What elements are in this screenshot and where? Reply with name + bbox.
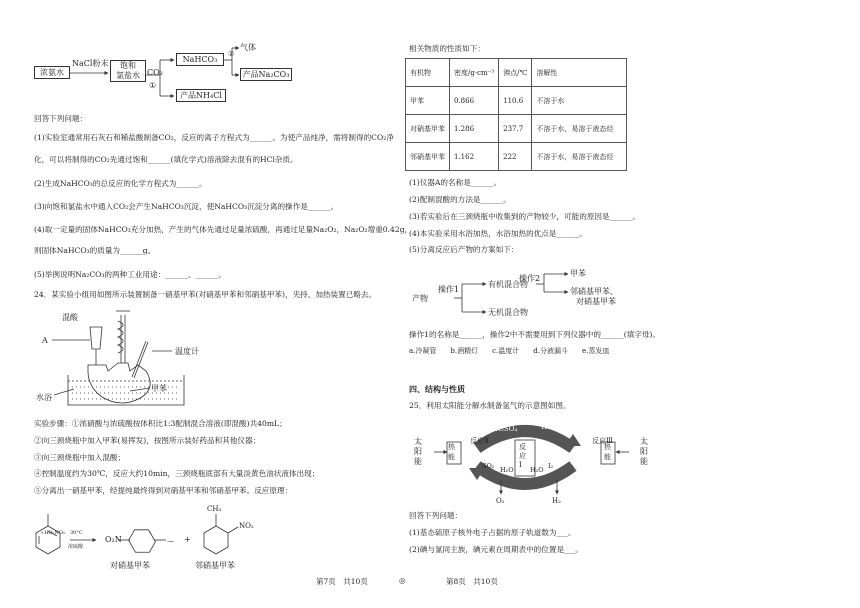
flow-box-nh4cl: 产品NH₄Cl bbox=[176, 89, 226, 102]
label-gas: 气体 bbox=[240, 43, 256, 52]
question-5: (5)举例说明Na₂CO₃的两种工业用途：______、______。 bbox=[34, 270, 226, 279]
flow-box-ammonia: 浓氨水 bbox=[34, 66, 70, 79]
flow2-inorganic: 无机混合物 bbox=[488, 308, 528, 317]
reaction-1-label: 反应Ⅰ bbox=[519, 443, 526, 469]
flow-box-brine: 饱和 氯盐水 bbox=[110, 60, 146, 82]
properties-table bbox=[405, 58, 627, 171]
flow-box-nahco3: NaHCO₃ bbox=[176, 53, 224, 66]
label-nacl: NaCl粉末 bbox=[72, 59, 109, 68]
step-1: 实验步骤：①浓硝酸与浓硫酸按体积比1:3配制混合溶液(即混酸)共40mL； bbox=[34, 419, 287, 428]
label-mixed-acid: 混酸 bbox=[62, 313, 78, 322]
apparatus-diagram bbox=[30, 305, 230, 415]
table-row bbox=[406, 87, 627, 115]
flow2-nitro-b: 对硝基甲苯 bbox=[576, 297, 616, 306]
table-cell: 邻硝基甲苯 bbox=[406, 143, 450, 171]
question-25: 25．利用太阳能分解水制备氢气的示意图如图。 bbox=[409, 401, 571, 410]
table-cell: 甲苯 bbox=[406, 87, 450, 115]
label-o2n: O₂N bbox=[105, 535, 122, 544]
question-1-line1: (1)实验室通常用石灰石和稀盐酸制备CO₂，反应的离子方程式为______。为使产品纯净，需将制得的CO₂净 bbox=[34, 133, 394, 142]
table-cell: 110.6 bbox=[499, 87, 532, 115]
reaction-plus: + bbox=[184, 535, 191, 544]
answer-intro-25: 回答下列问题： bbox=[409, 511, 463, 520]
label-ortho-ch3: CH₃ bbox=[207, 505, 222, 513]
solar-cycle-diagram bbox=[405, 418, 655, 508]
footer-left: 第7页 共10页 bbox=[316, 577, 368, 586]
flow2-start: 产物 bbox=[412, 294, 428, 303]
h2so4-label: H₂SO₄ bbox=[495, 425, 518, 433]
o2-label: O₂ bbox=[496, 497, 505, 505]
flow2-organic: 有机混合物 bbox=[488, 280, 528, 289]
right-question-5-choices: a.冷凝管 b.酒精灯 c.温度计 d.分液漏斗 e.蒸发皿 bbox=[409, 347, 610, 355]
svg-text:—: — bbox=[167, 537, 174, 545]
label-ortho-no2: NO₂ bbox=[239, 522, 254, 530]
right-question-5-ops: 操作1的名称是______，操作2中不需要用到下列仪器中的______(填字母)。 bbox=[409, 330, 660, 339]
table-cell: 0.866 bbox=[450, 87, 499, 115]
step-2: ②向三颈烧瓶中加入甲苯(易挥发)，按图所示装好药品和其他仪器； bbox=[34, 436, 261, 445]
answer-intro: 回答下列问题： bbox=[34, 114, 88, 123]
question-2: (2)生成NaHCO₃的总反应的化学方程式为______。 bbox=[34, 179, 207, 188]
product-para: 对硝基甲苯 bbox=[110, 561, 150, 570]
table-cell: 沸点/℃ bbox=[499, 59, 532, 87]
step-4: ④控制温度约为30℃，反应大约10min，三颈烧瓶底部有大量淡黄色油状液体出现； bbox=[34, 469, 320, 478]
table-cell: 不溶于水，易溶于液态烃 bbox=[532, 143, 627, 171]
label-step1: ① bbox=[149, 81, 157, 90]
h2o-label-b: H₂O bbox=[530, 466, 544, 474]
h2o-label-a: H₂O bbox=[500, 466, 514, 474]
question-4-line2: 则固体NaHCO₃的质量为______g。 bbox=[34, 246, 156, 255]
question-4-line1: (4)取一定量的固体NaHCO₃充分加热，产生的气体先通过足量浓硫酸，再通过足量Na₂O₂，Na₂O₂增重0.42g， bbox=[34, 225, 413, 234]
table-cell: 溶解性 bbox=[532, 59, 627, 87]
table-row bbox=[406, 143, 627, 171]
right-question-1: (1)仪器A的名称是______。 bbox=[409, 178, 502, 187]
reaction-structures bbox=[30, 500, 290, 570]
i2-label: I₂ bbox=[548, 462, 554, 470]
label-co2: CO₂ bbox=[147, 68, 163, 77]
table-cell: 222 bbox=[499, 143, 532, 171]
table-cell: 对硝基甲苯 bbox=[406, 115, 450, 143]
table-cell: 有机物 bbox=[406, 59, 450, 87]
question-25-2: (2)碘与氯同主族，碘元素在周期表中的位置是___。 bbox=[409, 545, 584, 554]
flow1-arrows bbox=[0, 0, 430, 110]
table-header-row bbox=[406, 59, 627, 87]
label-water-bath: 水浴 bbox=[36, 393, 52, 402]
table-cell: 237.7 bbox=[499, 115, 532, 143]
h2-label: H₂ bbox=[552, 497, 561, 505]
question-1-line2: 化，可以将制得的CO₂先通过饱和______(填化学式)溶液除去混有的HCl杂质。 bbox=[34, 155, 298, 164]
flow-box-na2co3: 产品Na₂CO₃ bbox=[240, 68, 292, 81]
label-a: A bbox=[42, 336, 48, 345]
table-row bbox=[406, 115, 627, 143]
reaction-reagent: +HO-NO₂ bbox=[40, 530, 65, 536]
solar-right: 太阳能 bbox=[640, 437, 648, 466]
right-question-4: (4)本实验采用水浴加热，水浴加热的优点是______。 bbox=[409, 229, 587, 238]
right-question-2: (2)配制混酸的方法是______。 bbox=[409, 195, 511, 204]
question-25-1: (1)基态硫原子核外电子占据的原子轨道数为___。 bbox=[409, 528, 576, 537]
flow2-nitro-a: 邻硝基甲苯、 bbox=[570, 287, 618, 296]
heat-right: 热能 bbox=[604, 443, 611, 461]
table-cell: 不溶于水，易溶于液态烃 bbox=[532, 115, 627, 143]
solar-left: 太阳能 bbox=[414, 437, 422, 466]
reaction-condition-acid: 浓硫酸 bbox=[68, 544, 84, 550]
question-3: (3)向饱和氯盐水中通入CO₂会产生NaHCO₃沉淀，使NaHCO₃沉淀分离的操作是______。 bbox=[34, 202, 339, 211]
step-5: ⑤分离出一硝基甲苯，经提纯最终得到对硝基甲苯和邻硝基甲苯。反应原理： bbox=[34, 486, 293, 495]
table-cell: 不溶于水 bbox=[532, 87, 627, 115]
product-ortho: 邻硝基甲苯 bbox=[195, 561, 235, 570]
label-toluene: 甲苯 bbox=[151, 384, 167, 393]
right-question-3: (3)若实验后在三颈烧瓶中收集到的产物较少，可能的原因是______。 bbox=[409, 212, 640, 221]
heat-left: 热能 bbox=[448, 443, 455, 461]
step-3: ③向三颈烧瓶中加入混酸； bbox=[34, 453, 126, 462]
table-cell: 1.286 bbox=[450, 115, 499, 143]
reaction-2-label: 反应Ⅱ bbox=[470, 437, 489, 445]
flow2-op1: 操作1 bbox=[438, 285, 460, 294]
footer-divider: ◎ bbox=[399, 576, 406, 585]
table-cell: 1.162 bbox=[450, 143, 499, 171]
right-question-5: (5)分离反应后产物的方案如下： bbox=[409, 245, 519, 254]
table-cell: 密度/g·cm⁻³ bbox=[450, 59, 499, 87]
label-thermometer: 温度计 bbox=[175, 347, 199, 356]
so2-label: SO₂ bbox=[482, 462, 495, 470]
flow2-toluene: 甲苯 bbox=[570, 269, 586, 278]
hi-label: HI bbox=[541, 423, 550, 431]
reaction-3-label: 反应Ⅲ bbox=[592, 437, 613, 445]
reaction-condition-temp: 30°C bbox=[70, 530, 83, 536]
question-24: 24．某实验小组用如图所示装置制备一硝基甲苯(对硝基甲苯和邻硝基甲苯)，夹持、加热装置已略去。 bbox=[34, 290, 377, 299]
flow2-op2: 操作2 bbox=[519, 274, 541, 283]
table-caption: 相关物质的性质如下： bbox=[409, 44, 485, 53]
label-step2: ② bbox=[228, 50, 235, 58]
footer-right: 第8页 共10页 bbox=[446, 577, 498, 586]
section-4-title: 四、结构与性质 bbox=[409, 384, 465, 394]
